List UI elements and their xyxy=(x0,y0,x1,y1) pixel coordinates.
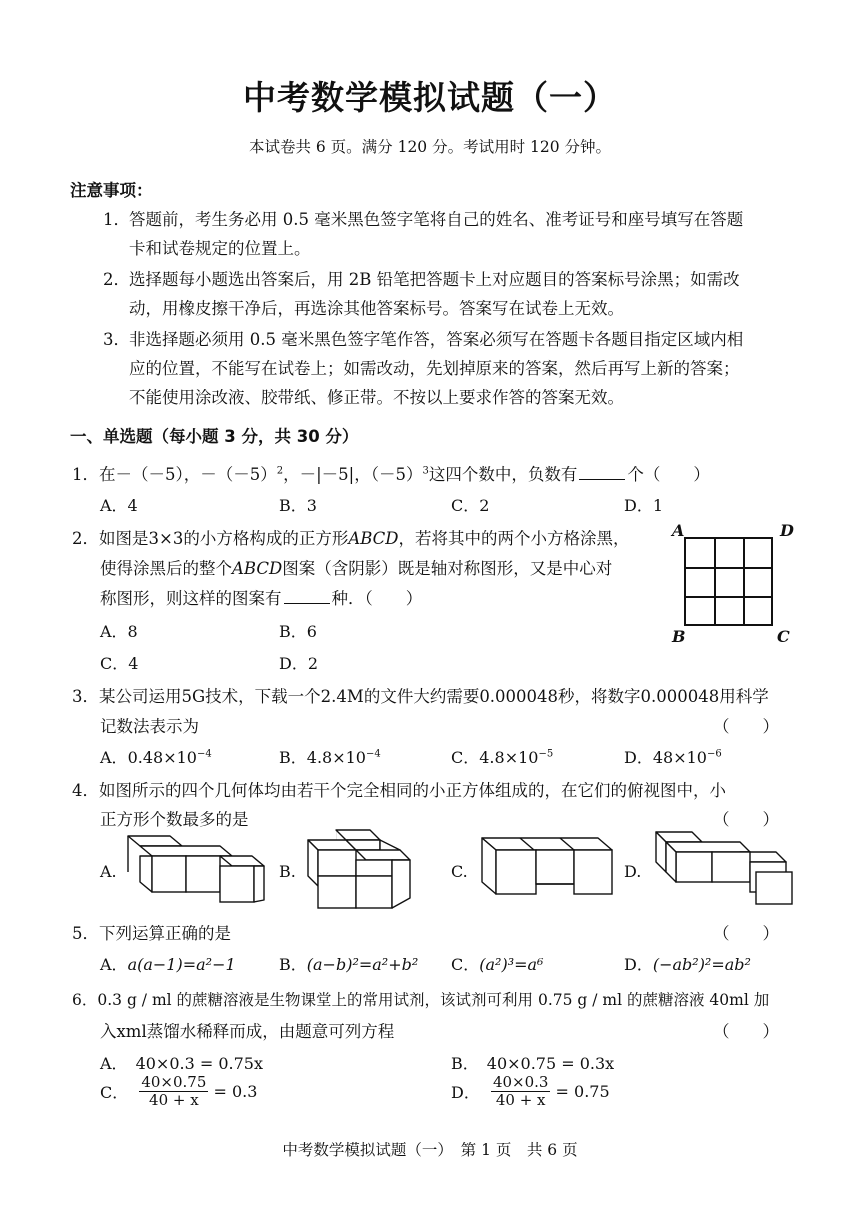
grid-line xyxy=(714,539,716,624)
q4-solid-d xyxy=(650,826,796,910)
notice-2-line2: 动，用橡皮擦干净后，再选涂其他答案标号。答案写在试卷上无效。 xyxy=(129,299,624,318)
notice-1-line2: 卡和试卷规定的位置上。 xyxy=(129,239,311,258)
numerator: 40×0.75 xyxy=(141,1073,207,1091)
q1-text-a: 在－（－5），－（－5） xyxy=(99,465,277,484)
section-heading: 一、单选题（每小题 3 分，共 30 分） xyxy=(70,427,359,446)
q5-option-c xyxy=(451,952,543,975)
q2-text-2: ，若将其中的两个小方格涂黑， xyxy=(398,529,630,548)
q1-option-a: A．4 xyxy=(100,496,138,515)
q1-text-c: 这四个数中，负数有 xyxy=(428,465,578,484)
option-expr: (a²)³=a⁶ xyxy=(479,955,544,974)
q6-option-d xyxy=(451,1074,610,1109)
q4-option-c: C. xyxy=(451,862,468,881)
q3-option-a xyxy=(100,745,212,768)
fraction xyxy=(139,1074,208,1109)
cube-face xyxy=(140,846,232,856)
option-expr: 40×0.3 = 0.75x xyxy=(135,1054,263,1073)
cube-face xyxy=(496,850,536,894)
option-rhs: = 0.3 xyxy=(213,1082,258,1101)
cube-face xyxy=(220,866,254,902)
q1-option-b: B．3 xyxy=(279,496,317,515)
option-expr: a(a−1)=a²−1 xyxy=(127,955,236,974)
notice-3-line3: 不能使用涂改液、胶带纸、修正带。不按以上要求作答的答案无效。 xyxy=(129,388,624,407)
cube-face xyxy=(356,850,410,860)
option-label: C． xyxy=(451,748,480,767)
numerator: 40×0.3 xyxy=(492,1073,549,1091)
cube-face xyxy=(482,838,612,850)
q1-sup2: 3 xyxy=(422,465,429,477)
q3-option-d xyxy=(624,745,722,768)
cube-face xyxy=(676,852,712,882)
q4-option-b: B. xyxy=(279,862,296,881)
q1-text-b: ，－|－5|，（－5） xyxy=(283,465,423,484)
q2-text-6: 种．（ ） xyxy=(331,589,423,608)
notice-3-line1: 非选择题必须用 0.5 毫米黑色签字笔作答，答案必须写在答题卡各题目指定区域内相 xyxy=(129,330,744,349)
option-base: 0.48×10 xyxy=(127,748,197,767)
q3-option-c xyxy=(451,745,553,768)
q5-text: 下列运算正确的是 xyxy=(99,924,231,943)
q2-option-c: C．4 xyxy=(100,654,139,673)
option-label: D． xyxy=(624,748,653,767)
notice-1-num: 1． xyxy=(103,210,130,229)
fraction xyxy=(491,1074,551,1109)
q5-option-b xyxy=(279,952,418,975)
q4-solid-b xyxy=(300,826,420,912)
option-expr: (−ab²)²=ab² xyxy=(652,955,751,974)
q6-option-a xyxy=(100,1051,263,1074)
option-label: A． xyxy=(100,955,128,974)
q4-solid-c xyxy=(474,832,620,902)
q2-option-b: B．6 xyxy=(279,622,317,641)
option-expr: (a−b)²=a²+b² xyxy=(306,955,419,974)
q2-text: 如图是3×3的小方格构成的正方形 xyxy=(99,529,349,548)
option-label: D． xyxy=(624,955,653,974)
cube-face xyxy=(574,850,612,894)
option-base: 48×10 xyxy=(652,748,707,767)
q1-sup1: 2 xyxy=(276,465,284,477)
grid-line xyxy=(743,539,745,624)
option-exp: −4 xyxy=(196,748,212,760)
cube-face xyxy=(140,856,152,892)
cube-face xyxy=(254,866,264,902)
q5-option-d xyxy=(624,952,751,975)
option-label: B． xyxy=(279,748,307,767)
grid-line xyxy=(686,567,771,569)
cube-face xyxy=(392,860,410,908)
cube-face xyxy=(712,852,750,882)
cube-face xyxy=(756,872,792,904)
q4-line1 xyxy=(72,777,726,801)
q2-grid-figure xyxy=(684,537,773,626)
q2-option-d: D．2 xyxy=(279,654,319,673)
cube-face xyxy=(318,876,356,908)
notice-1-line1: 答题前，考生务必用 0.5 毫米黑色签字笔将自己的姓名、准考证号和座号填写在答题 xyxy=(129,210,744,229)
notice-2-num: 2． xyxy=(103,270,130,289)
option-base: 4.8×10 xyxy=(479,748,539,767)
q4-paren: （ ） xyxy=(713,810,779,829)
option-rhs: = 0.75 xyxy=(555,1082,610,1101)
q6-line2: 入xml蒸馏水稀释而成，由题意可列方程 xyxy=(100,1022,395,1041)
notice-heading: 注意事项： xyxy=(70,181,153,200)
q6-number: 6． xyxy=(72,991,98,1009)
q1-option-d: D．1 xyxy=(624,496,664,515)
q4-number: 4． xyxy=(72,781,99,800)
q4-option-a: A. xyxy=(100,862,117,881)
option-label: D． xyxy=(451,1083,480,1102)
q2-text-4: 图案（含阴影）既是轴对称图形，又是中心对 xyxy=(282,559,613,578)
q5-paren: （ ） xyxy=(713,924,779,943)
q3-text: 某公司运用5G技术，下载一个2.4M的文件大约需要0.000048秒，将数字0.000048用科学 xyxy=(99,687,769,706)
q2-line1 xyxy=(72,525,630,549)
notice-3-num: 3． xyxy=(103,330,130,349)
option-base: 4.8×10 xyxy=(306,748,366,767)
q6-paren: （ ） xyxy=(713,1022,779,1041)
cube-face xyxy=(318,850,356,876)
q3-option-b xyxy=(279,745,381,768)
q5-line xyxy=(72,920,231,944)
cube-face xyxy=(336,830,380,840)
q5-number: 5． xyxy=(72,924,99,943)
option-label: B． xyxy=(451,1054,479,1073)
option-exp: −5 xyxy=(538,748,554,760)
q2-option-a: A．8 xyxy=(100,622,138,641)
q6-text: 0.3 g / ml 的蔗糖溶液是生物课堂上的常用试剂，该试剂可利用 0.75 g / ml 的蔗糖溶液 40ml 加 xyxy=(97,991,770,1009)
q1-option-c: C．2 xyxy=(451,496,490,515)
cube-face xyxy=(152,856,186,892)
q2-label-c: C xyxy=(777,627,790,646)
q1-text-d: 个（ ） xyxy=(627,465,710,484)
q3-line1 xyxy=(72,683,769,707)
page-title: 中考数学模拟试题（一） xyxy=(243,78,617,117)
q1-number: 1． xyxy=(72,465,99,484)
q3-line2: 记数法表示为 xyxy=(100,717,199,736)
q6-option-c xyxy=(100,1074,257,1109)
cube-face xyxy=(356,860,392,876)
q4-line2: 正方形个数最多的是 xyxy=(100,810,249,829)
q2-abcd: ABCD xyxy=(348,529,399,548)
q2-line2 xyxy=(100,555,612,579)
q4-solid-a xyxy=(120,828,270,908)
q4-text: 如图所示的四个几何体均由若干个完全相同的小正方体组成的，在它们的俯视图中，小 xyxy=(99,781,726,800)
cube-face xyxy=(666,842,750,852)
q2-line3 xyxy=(100,585,422,609)
q2-label-b: B xyxy=(672,627,686,646)
q5-option-a xyxy=(100,952,236,975)
cube-face xyxy=(220,856,264,866)
option-label: B． xyxy=(279,955,307,974)
option-label: A． xyxy=(100,748,128,767)
q1-blank xyxy=(579,465,625,480)
cube-face xyxy=(186,856,220,892)
cube-face xyxy=(128,836,182,846)
option-label: C． xyxy=(100,1083,129,1102)
q2-text-3: 使得涂黑后的整个 xyxy=(100,559,232,578)
q6-option-b xyxy=(451,1051,614,1074)
q2-label-a: A xyxy=(672,521,685,540)
cube-face xyxy=(356,876,392,908)
page-footer: 中考数学模拟试题（一） 第 1 页 共 6 页 xyxy=(282,1141,578,1159)
notice-2-line1: 选择题每小题选出答案后，用 2B 铅笔把答题卡上对应题目的答案标号涂黑；如需改 xyxy=(129,270,740,289)
denominator: 40 + x xyxy=(149,1091,199,1109)
q2-blank xyxy=(284,589,330,604)
q2-label-d: D xyxy=(780,521,794,540)
q2-abcd-2: ABCD xyxy=(232,559,283,578)
option-exp: −6 xyxy=(706,748,722,760)
question-1 xyxy=(72,461,710,485)
q3-number: 3． xyxy=(72,687,99,706)
q3-paren: （ ） xyxy=(713,717,779,736)
q6-line1 xyxy=(72,988,769,1010)
option-label: A． xyxy=(100,1054,128,1073)
option-exp: −4 xyxy=(365,748,381,760)
notice-3-line2: 应的位置，不能写在试卷上；如需改动，先划掉原来的答案，然后再写上新的答案； xyxy=(129,359,740,378)
exam-info: 本试卷共 6 页。满分 120 分。考试用时 120 分钟。 xyxy=(248,138,612,156)
q4-option-d: D. xyxy=(624,862,642,881)
grid-line xyxy=(686,596,771,598)
cube-face xyxy=(536,850,574,884)
q2-number: 2． xyxy=(72,529,99,548)
option-label: C． xyxy=(451,955,480,974)
denominator: 40 + x xyxy=(495,1091,546,1109)
option-expr: 40×0.75 = 0.3x xyxy=(486,1054,615,1073)
q2-text-5: 称图形，则这样的图案有 xyxy=(100,589,282,608)
